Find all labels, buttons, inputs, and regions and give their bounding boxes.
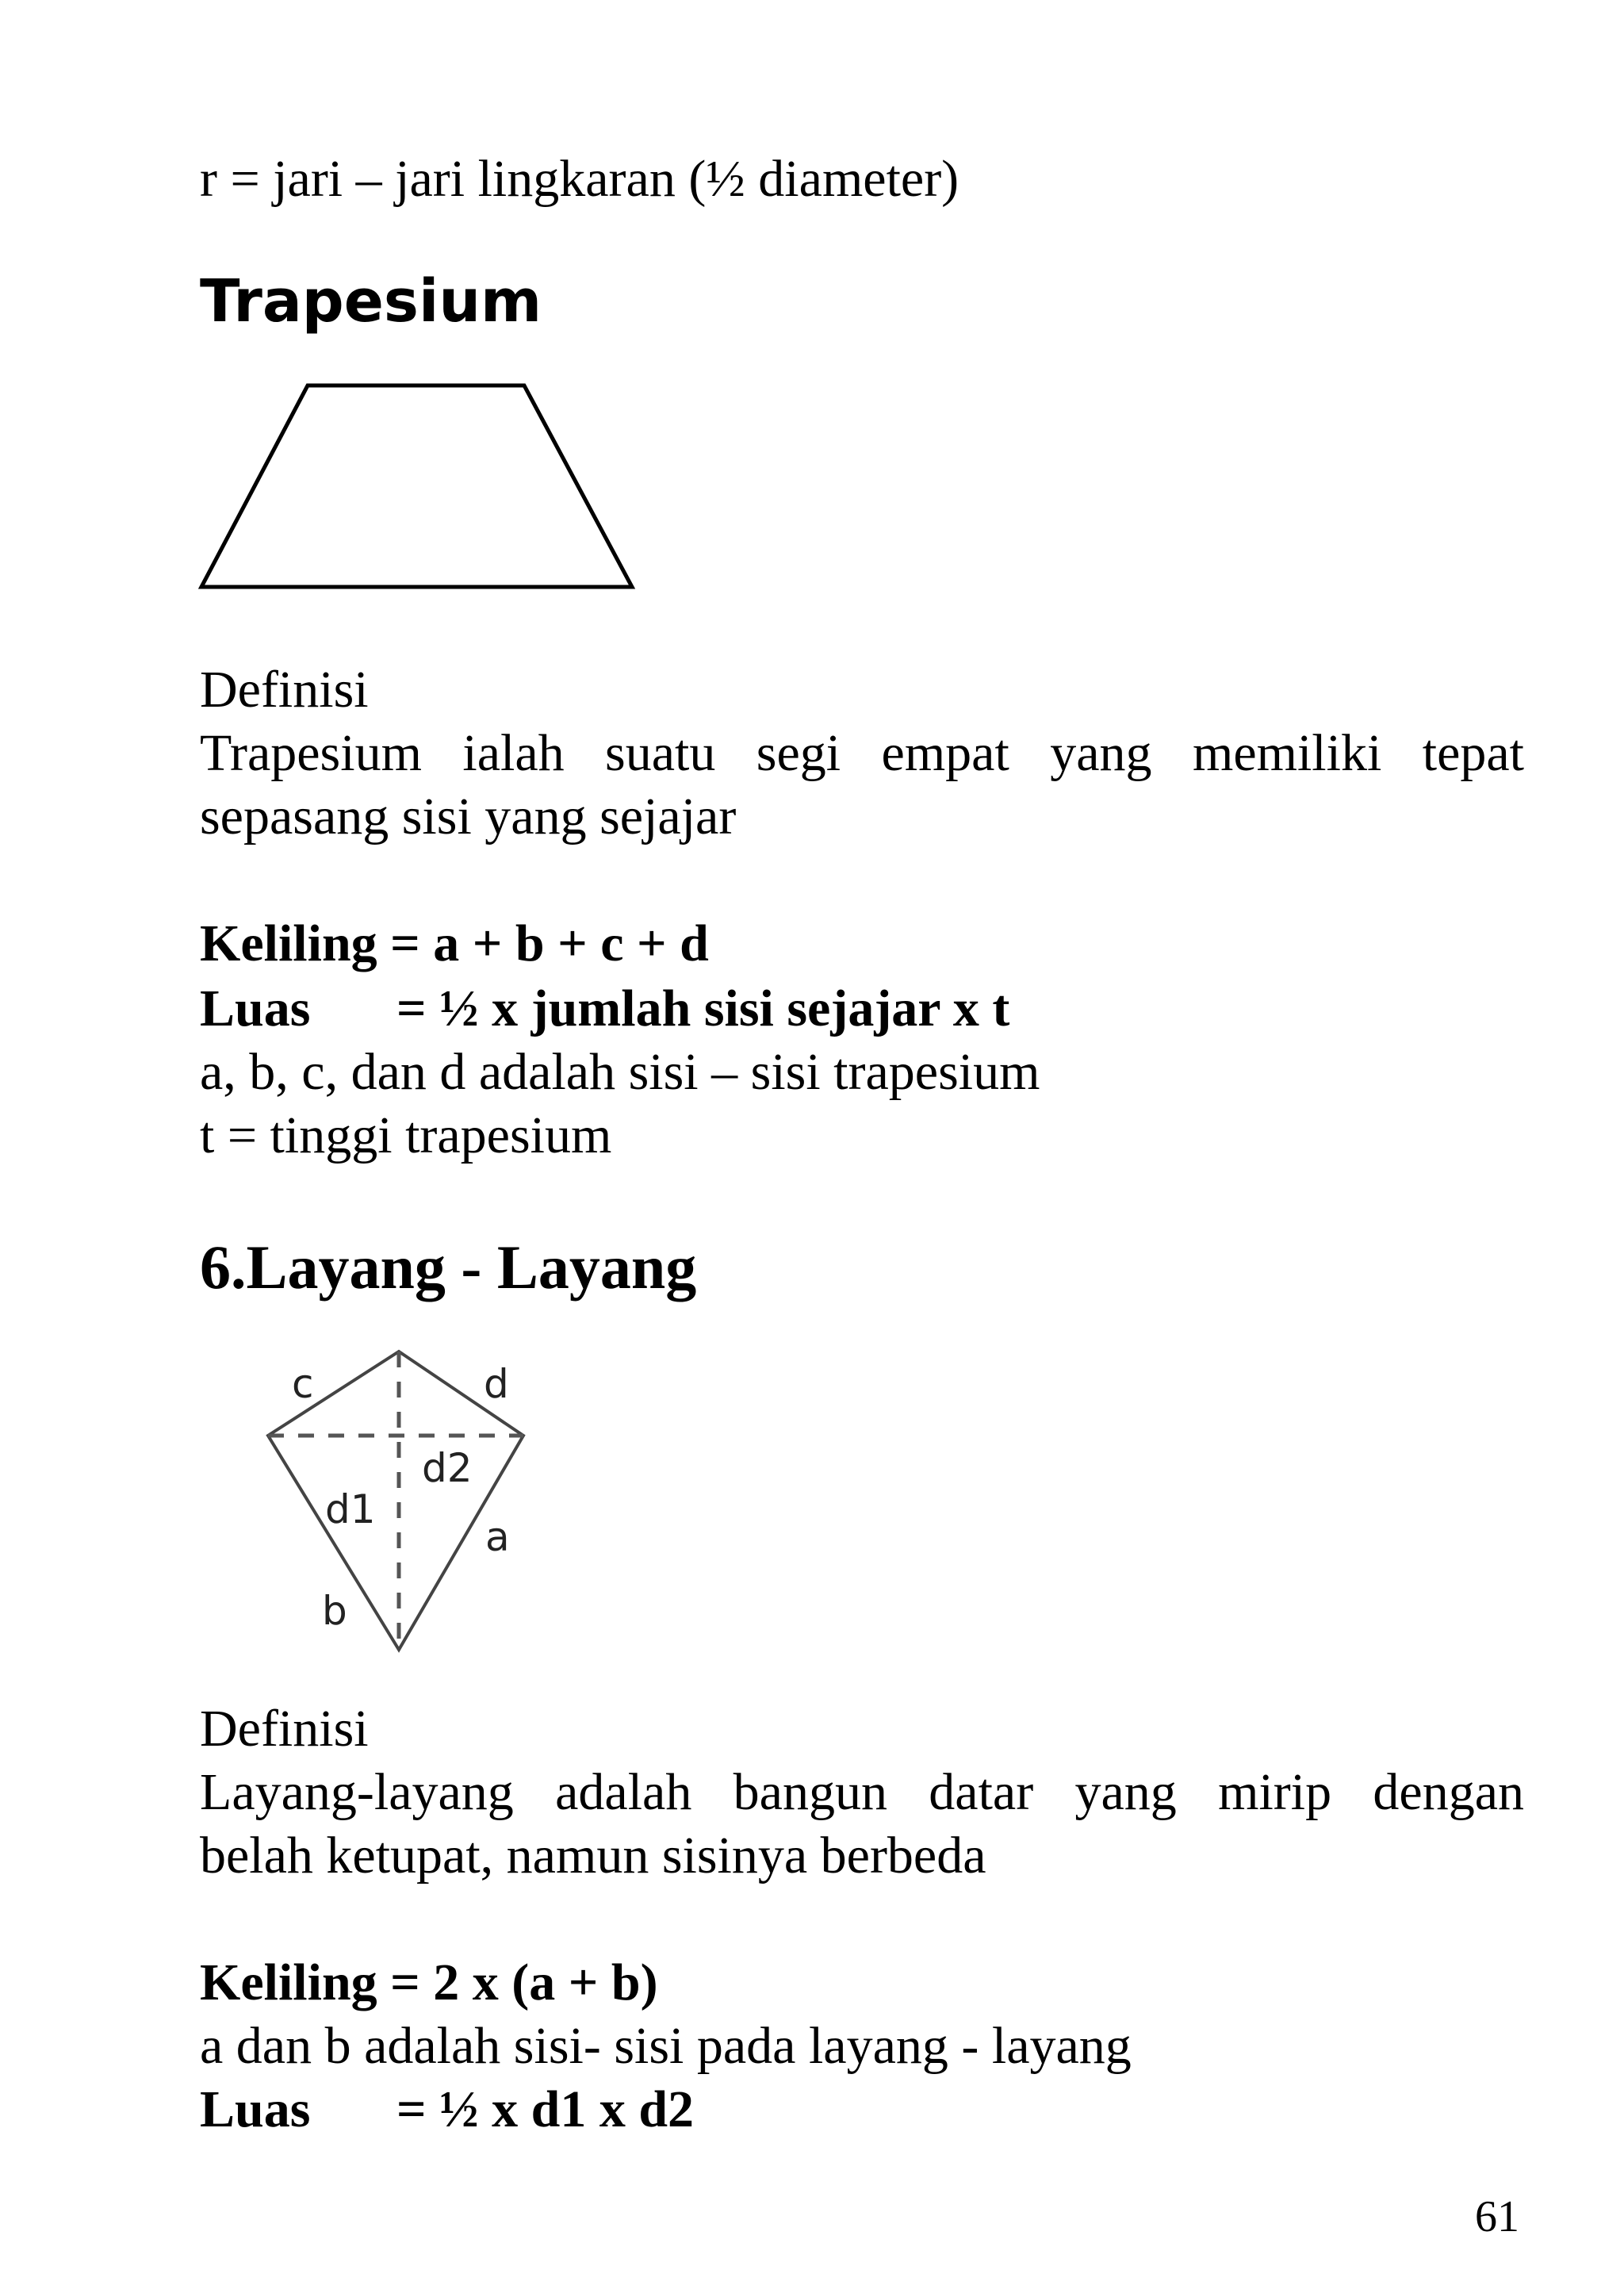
- trapesium-luas-formula: = ½ x jumlah sisi sejajar x t: [396, 980, 1010, 1037]
- page-number: 61: [1475, 2192, 1519, 2241]
- trapezoid-figure: [190, 373, 650, 603]
- layang-definisi-line1: Layang-layang adalah bangun datar yang mirip dengan: [200, 1763, 1524, 1821]
- trapesium-definisi-line1: Trapesium ialah suatu segi empat yang memiliki tepat: [200, 724, 1524, 782]
- kite-label-d1: d1: [325, 1486, 376, 1532]
- layang-heading: 6.Layang - Layang: [200, 1233, 697, 1302]
- kite-label-d2: d2: [422, 1445, 473, 1491]
- kite-label-a: a: [485, 1514, 510, 1560]
- trapesium-luas-label: Luas: [200, 980, 311, 1037]
- radius-note: r = jari – jari lingkaran (½ diameter): [200, 150, 959, 208]
- layang-luas-formula: = ½ x d1 x d2: [396, 2080, 695, 2138]
- layang-definisi-label: Definisi: [200, 1700, 369, 1758]
- layang-luas-label: Luas: [200, 2080, 311, 2138]
- layang-note-sides: a dan b adalah sisi- sisi pada layang - layang: [200, 2017, 1132, 2075]
- trapesium-note-sides: a, b, c, dan d adalah sisi – sisi trapesium: [200, 1043, 1040, 1101]
- kite-label-d: d: [484, 1361, 509, 1407]
- trapezoid-shape: [201, 385, 632, 587]
- kite-figure: [254, 1332, 555, 1666]
- trapesium-note-height: t = tinggi trapesium: [200, 1106, 612, 1164]
- trapesium-keliling: Keliling = a + b + c + d: [200, 914, 709, 972]
- trapesium-definisi-line2: sepasang sisi yang sejajar: [200, 788, 737, 845]
- kite-label-c: c: [292, 1361, 314, 1407]
- trapesium-definisi-label: Definisi: [200, 661, 369, 719]
- trapesium-heading: Trapesium: [200, 267, 542, 335]
- layang-keliling: Keliling = 2 x (a + b): [200, 1954, 658, 2011]
- kite-label-b: b: [322, 1588, 347, 1634]
- layang-definisi-line2: belah ketupat, namun sisinya berbeda: [200, 1827, 986, 1884]
